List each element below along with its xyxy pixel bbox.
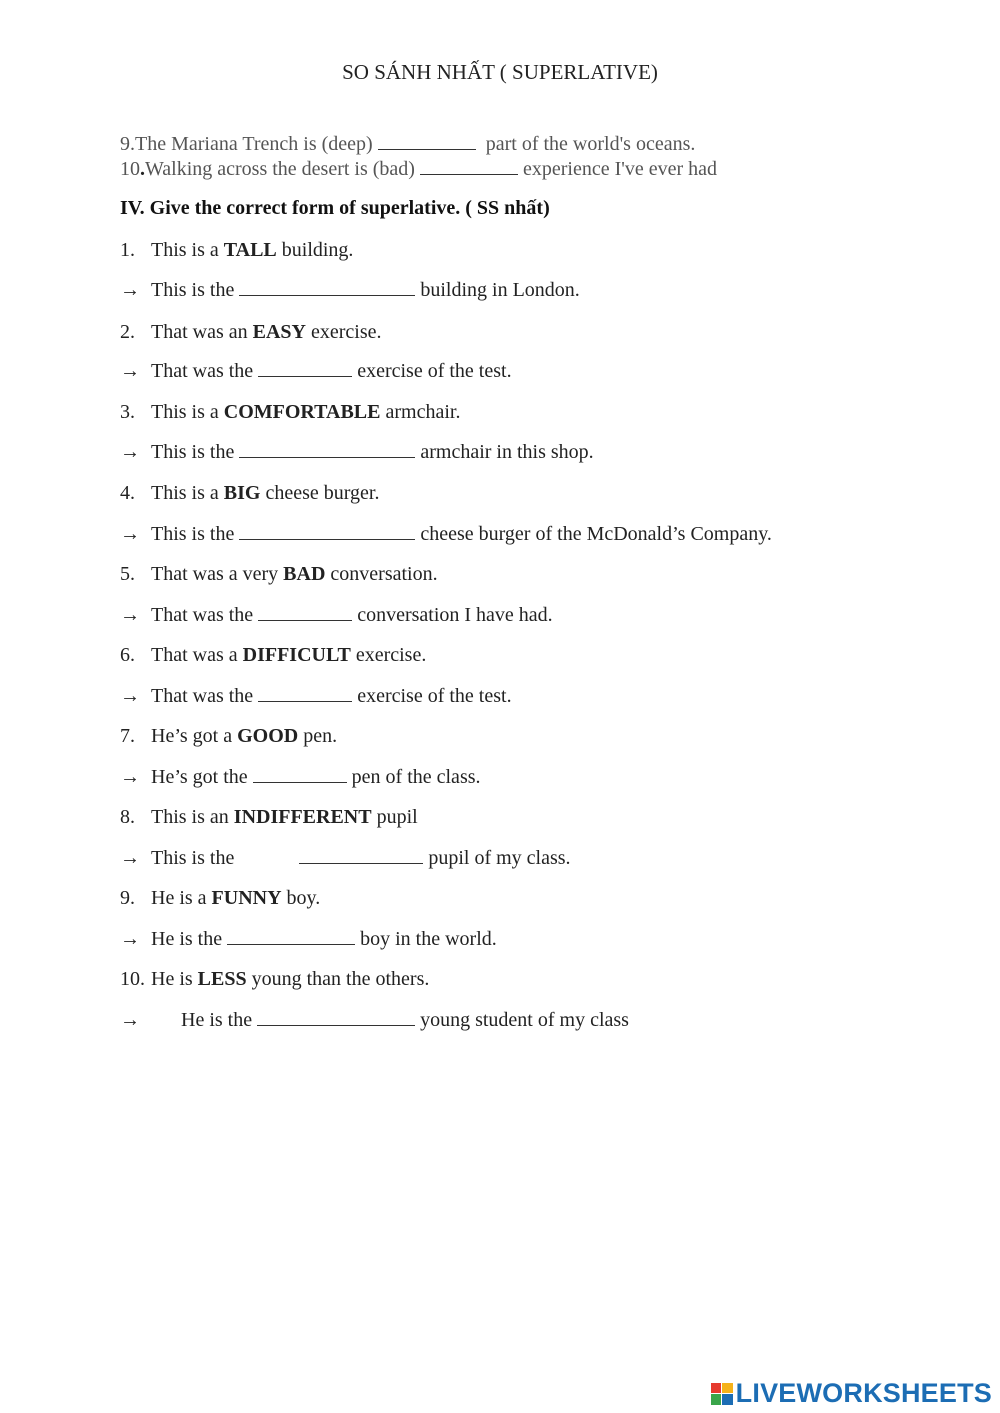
arrow-icon: → (120, 360, 140, 382)
question-number: 6. (120, 644, 135, 666)
question-row: 6. That was a DIFFICULT exercise. (120, 644, 427, 666)
answer-blank[interactable] (227, 926, 355, 945)
keyword: INDIFFERENT (233, 806, 372, 828)
arrow-icon: → (120, 604, 140, 626)
arrow-icon: → (120, 523, 140, 545)
answer-blank[interactable] (420, 156, 518, 175)
answer-row: → This is the pupil of my class. (120, 847, 571, 869)
question-number: 1. (120, 239, 135, 261)
question-number: 10. (120, 968, 145, 990)
answer-blank[interactable] (253, 764, 347, 783)
intro-question-10: 10.Walking across the desert is (bad) experience I've ever had (120, 158, 718, 180)
arrow-icon: → (120, 847, 140, 869)
keyword: DIFFICULT (242, 644, 351, 666)
keyword: BAD (283, 563, 326, 585)
question-row: 9. He is a FUNNY boy. (120, 887, 321, 909)
question-number: 4. (120, 482, 135, 504)
answer-row: → He’s got the pen of the class. (120, 766, 481, 788)
question-row: 1. This is a TALL building. (120, 239, 354, 261)
answer-blank[interactable] (258, 358, 352, 377)
section-heading: IV. Give the correct form of superlative. ( SS nhất) (120, 197, 550, 219)
answer-blank[interactable] (257, 1007, 415, 1026)
question-row: 2. That was an EASY exercise. (120, 321, 382, 343)
liveworksheets-logo-icon (711, 1383, 733, 1405)
answer-row: → This is the building in London. (120, 279, 580, 301)
question-number: 9. (120, 887, 135, 909)
arrow-icon: → (120, 685, 140, 707)
answer-blank[interactable] (258, 683, 352, 702)
arrow-icon: → (120, 279, 140, 301)
question-number: 8. (120, 806, 135, 828)
arrow-icon: → (120, 441, 140, 463)
question-number: 5. (120, 563, 135, 585)
arrow-icon: → (120, 928, 140, 950)
question-row: 8. This is an INDIFFERENT pupil (120, 806, 418, 828)
keyword: LESS (197, 968, 247, 990)
keyword: GOOD (237, 725, 299, 747)
keyword: FUNNY (211, 887, 282, 909)
answer-blank[interactable] (378, 131, 476, 150)
liveworksheets-logo: LIVEWORKSHEETS (711, 1378, 992, 1409)
answer-blank[interactable] (258, 602, 352, 621)
question-row: 10. He is LESS young than the others. (120, 968, 430, 990)
answer-blank[interactable] (299, 845, 423, 864)
answer-row: → That was the exercise of the test. (120, 685, 512, 707)
intro-question-9: 9.The Mariana Trench is (deep) part of the world's oceans. (120, 133, 696, 155)
question-row: 5. That was a very BAD conversation. (120, 563, 438, 585)
arrow-icon: → (120, 1009, 140, 1031)
keyword: TALL (223, 239, 277, 261)
keyword: EASY (252, 321, 306, 343)
arrow-icon: → (120, 766, 140, 788)
answer-row: → He is the young student of my class (120, 1009, 629, 1031)
answer-row: → This is the armchair in this shop. (120, 441, 594, 463)
keyword: BIG (223, 482, 261, 504)
answer-row: → That was the conversation I have had. (120, 604, 553, 626)
question-row: 4. This is a BIG cheese burger. (120, 482, 380, 504)
answer-row: → He is the boy in the world. (120, 928, 497, 950)
answer-blank[interactable] (239, 277, 415, 296)
answer-blank[interactable] (239, 521, 415, 540)
answer-row: → That was the exercise of the test. (120, 360, 512, 382)
answer-blank[interactable] (239, 439, 415, 458)
page-title: SO SÁNH NHẤT ( SUPERLATIVE) (342, 60, 658, 84)
question-number: 2. (120, 321, 135, 343)
question-number: 3. (120, 401, 135, 423)
keyword: COMFORTABLE (223, 401, 381, 423)
question-number: 7. (120, 725, 135, 747)
answer-row: → This is the cheese burger of the McDonald’s Company. (120, 523, 772, 545)
question-row: 7. He’s got a GOOD pen. (120, 725, 338, 747)
question-row: 3. This is a COMFORTABLE armchair. (120, 401, 461, 423)
